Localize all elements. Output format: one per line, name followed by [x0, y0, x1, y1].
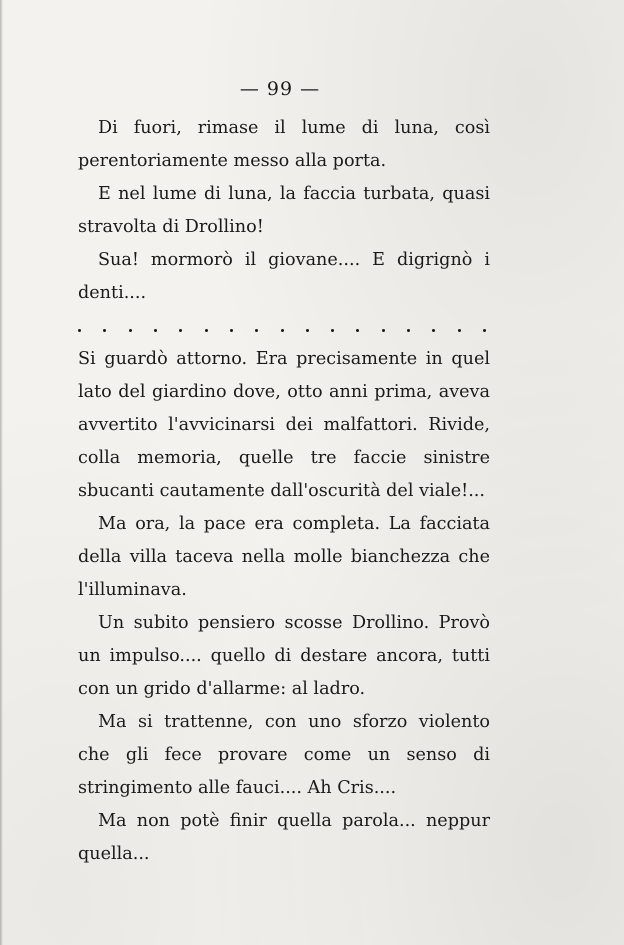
ellipsis-separator [78, 310, 490, 343]
separator-dot [154, 329, 157, 332]
separator-dot [331, 329, 334, 332]
paragraph-5: Ma ora, la pace era completa. La facciata della villa taceva nella molle bianchezza che l'illuminava. [78, 514, 490, 600]
separator-dot [205, 329, 208, 332]
separator-dot [306, 329, 309, 332]
separator-dot [432, 329, 435, 332]
separator-dot [407, 329, 410, 332]
separator-dot [483, 329, 486, 332]
separator-dot [281, 329, 284, 332]
separator-dot [78, 329, 81, 332]
paragraph-6: Un subito pensiero scosse Drollino. Provò un impulso.... quello di destare ancora, tutti con un grido d'allarme: al ladro. [78, 613, 490, 699]
body-text [78, 112, 490, 871]
separator-dot [382, 329, 385, 332]
paragraph-1: Di fuori, rimase il lume di luna, così perentoriamente messo alla porta. [78, 118, 490, 171]
paragraph-8: Ma non potè finir quella parola... neppur quella... [78, 811, 490, 864]
separator-dot [356, 329, 359, 332]
separator-dot [103, 329, 106, 332]
separator-dot [230, 329, 233, 332]
page-edge-shadow [0, 0, 3, 945]
separator-dot [179, 329, 182, 332]
page-number: — 99 — [239, 78, 321, 100]
paragraph-2: E nel lume di luna, la faccia turbata, quasi stravolta di Drollino! [78, 184, 490, 237]
separator-dot [255, 329, 258, 332]
separator-dot [458, 329, 461, 332]
paragraph-7: Ma si trattenne, con uno sforzo violento che gli fece provare come un senso di stringimento alle fauci.... Ah Cris.... [78, 712, 490, 798]
paragraph-3: Sua! mormorò il giovane.... E digrignò i denti.... [78, 250, 490, 303]
separator-dot [129, 329, 132, 332]
paragraph-4: Si guardò attorno. Era precisamente in quel lato del giardino dove, otto anni prima, aveva avvertito l'avvicinarsi dei malfattori. Rivide, colla memoria, quelle tre faccie sinistre sbucanti cautamente dall'oscurità del viale!... [78, 349, 490, 501]
